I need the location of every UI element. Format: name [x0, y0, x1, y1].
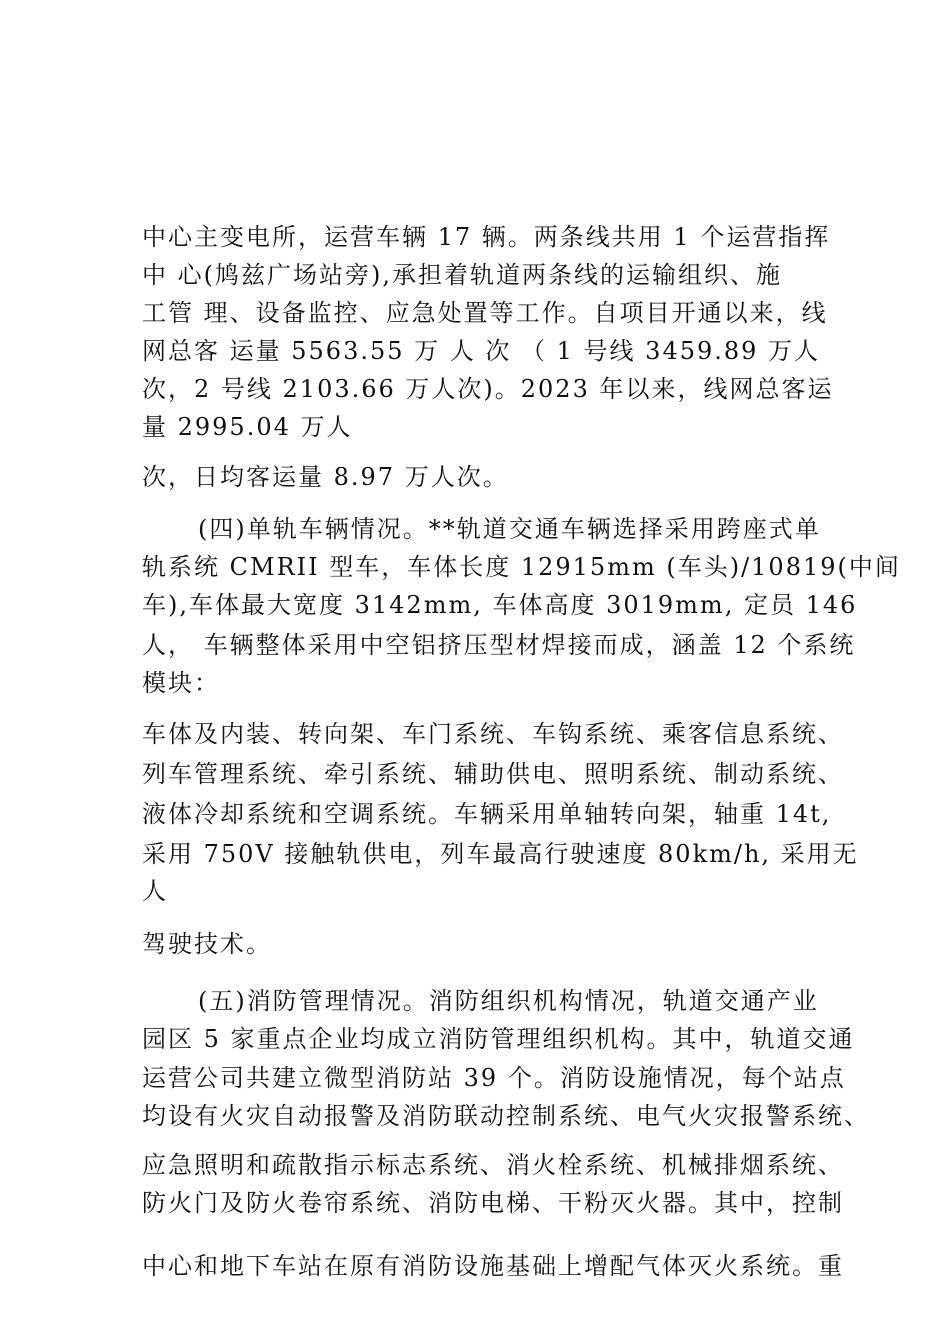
text-line: 园区 5 家重点企业均成立消防管理组织机构。其中，轨道交通	[142, 1025, 855, 1053]
text-line: 车体及内装、转向架、车门系统、车钩系统、乘客信息系统、	[142, 720, 844, 748]
text-line: 轨系统 CMRII 型车，车体长度 12915mm (车头)/10819(中间	[142, 553, 901, 581]
text-line: 采用 750V 接触轨供电，列车最高行驶速度 80km/h, 采用无	[142, 840, 859, 868]
text-line: 车),车体最大宽度 3142mm, 车体高度 3019mm, 定员 146	[142, 591, 858, 619]
text-line: 液体冷却系统和空调系统。车辆采用单轴转向架，轴重 14t,	[142, 800, 832, 828]
text-line: 工管 理、设备监控、应急处置等工作。自项目开通以来，线	[142, 299, 828, 327]
text-line: 人， 车辆整体采用中空铝挤压型材焊接而成，涵盖 12 个系统	[142, 631, 856, 659]
paragraph-heading-4: (四)单轨车辆情况。**轨道交通车辆选择采用跨座式单	[198, 515, 821, 543]
text-line: 网总客 运量 5563.55 万 人 次 （ 1 号线 3459.89 万人	[142, 337, 821, 365]
text-line: 次，日均客运量 8.97 万人次。	[142, 463, 509, 491]
paragraph-heading-5: (五)消防管理情况。消防组织机构情况，轨道交通产业	[198, 987, 819, 1015]
text-line: 列车管理系统、牵引系统、辅助供电、照明系统、制动系统、	[142, 760, 844, 788]
text-line: 模块：	[142, 669, 220, 697]
text-line: 驾驶技术。	[142, 930, 272, 958]
text-line: 量 2995.04 万人	[142, 413, 353, 441]
text-line: 运营公司共建立微型消防站 39 个。消防设施情况，每个站点	[142, 1064, 846, 1092]
text-line: 中心主变电所，运营车辆 17 辆。两条线共用 1 个运营指挥	[142, 223, 831, 251]
text-line: 人	[142, 877, 168, 905]
text-line: 均设有火灾自动报警及消防联动控制系统、电气火灾报警系统、	[142, 1102, 870, 1130]
text-line: 次，2 号线 2103.66 万人次)。2023 年以来，线网总客运	[142, 375, 834, 403]
text-line: 中心和地下车站在原有消防设施基础上增配气体灭火系统。重	[142, 1252, 844, 1280]
text-line: 中 心(鸠兹广场站旁),承担着轨道两条线的运输组织、施	[142, 261, 782, 289]
text-line: 应急照明和疏散指示标志系统、消火栓系统、机械排烟系统、	[142, 1151, 844, 1179]
text-line: 防火门及防火卷帘系统、消防电梯、干粉灭火器。其中，控制	[142, 1189, 844, 1217]
